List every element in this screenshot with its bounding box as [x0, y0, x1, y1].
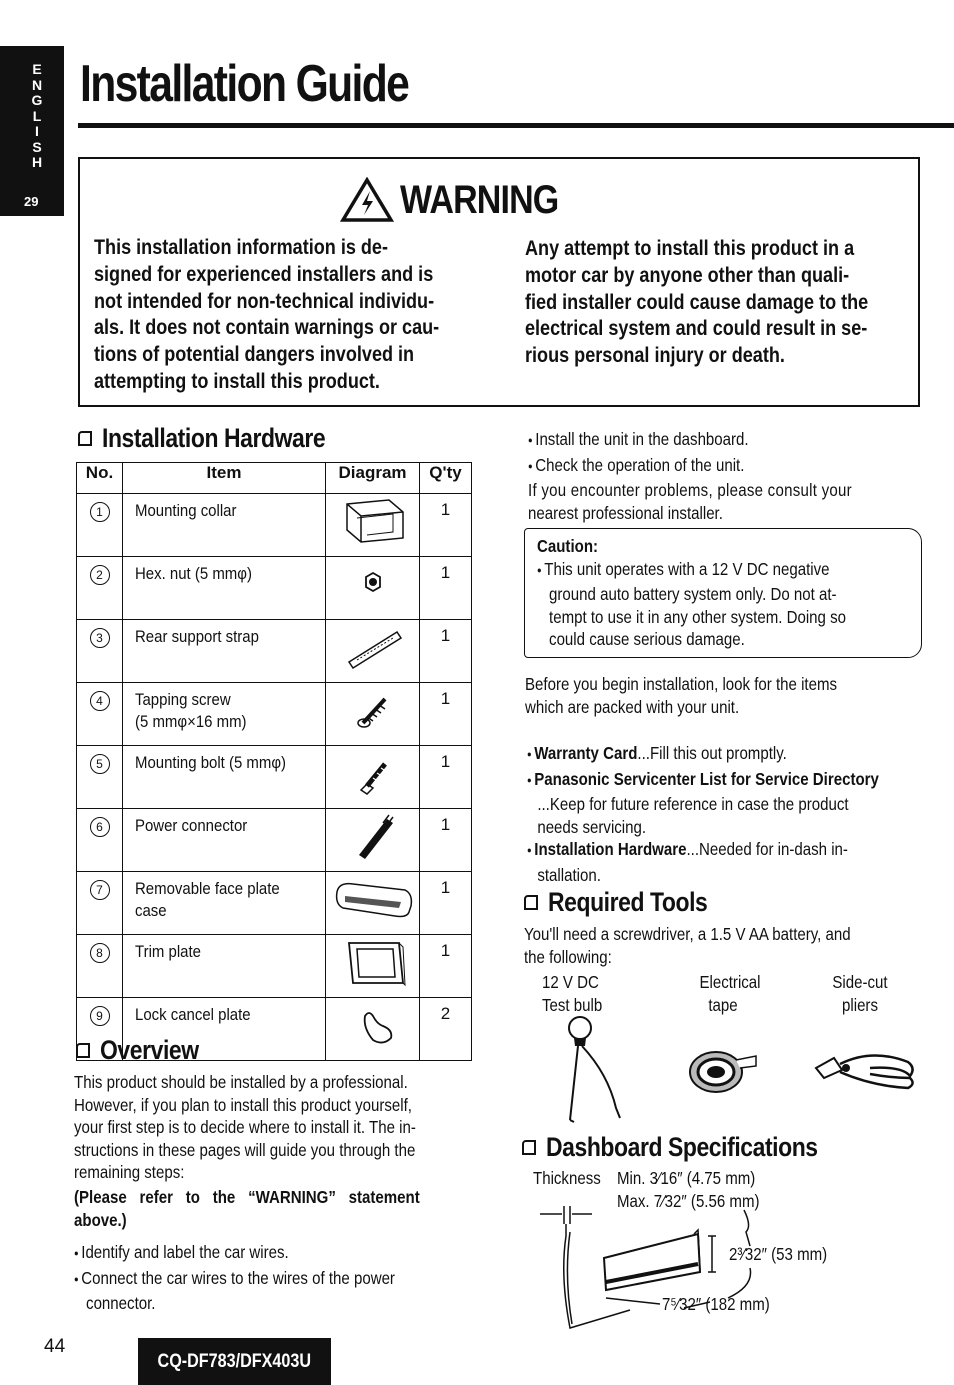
warning-heading — [340, 178, 586, 222]
row-number: 8 — [90, 943, 110, 963]
item-name: Mounting collar — [135, 501, 237, 520]
col-no: No. — [77, 463, 123, 494]
overview-note: (Please refer to the “WARNING” statement above.) — [74, 1187, 420, 1230]
table-row — [77, 809, 472, 872]
col-diagram: Diagram — [326, 463, 420, 494]
item-name: Rear support strap — [135, 627, 259, 646]
caution-title: Caution: — [537, 536, 599, 556]
row-number: 3 — [90, 628, 110, 648]
col-item: Item — [123, 463, 326, 494]
warning-word: WARNING — [400, 177, 559, 222]
thickness-values: Min. 3⁄16″ (4.75 mm) Max. 7⁄32″ (5.56 mm) — [617, 1168, 760, 1211]
mounting-bolt-icon — [333, 746, 413, 798]
trim-plate-icon — [333, 935, 413, 987]
table-row — [77, 620, 472, 683]
item-name: Power connector — [135, 816, 248, 835]
item-qty: 2 — [420, 998, 472, 1061]
list-item: ● Check the operation of the unit. — [528, 454, 872, 480]
item-qty: 1 — [420, 746, 472, 809]
tool-label-bulb: 12 V DC Test bulb — [542, 972, 603, 1015]
tapping-screw-icon — [333, 683, 413, 735]
item-name: Trim plate — [135, 942, 201, 961]
warning-text-right: Any attempt to install this product in a motor car by anyone other than quali- fied installer could cause damage to the electrical system and could result in se- rious personal injury or death. — [525, 237, 869, 368]
item-qty: 1 — [420, 809, 472, 872]
checkbox-bullet-icon — [76, 1043, 90, 1058]
item-qty: 1 — [420, 683, 472, 746]
item-name: Removable face plate — [135, 879, 280, 898]
tool-label-pliers: Side-cut pliers — [832, 972, 888, 1015]
power-connector-icon — [333, 809, 413, 861]
table-row — [77, 746, 472, 809]
item-name-detail: case — [135, 901, 167, 920]
item-qty: 1 — [420, 557, 472, 620]
caution-text: Caution: ● This unit operates with a 12 V DC negative ground auto battery system only. Do not at- tempt to use it in any other system. Doing so could cause serious damage. — [537, 535, 954, 651]
electrical-tape-icon — [686, 1046, 758, 1098]
col-qty: Q'ty — [420, 463, 472, 494]
overview-text: This product should be installed by a professional. However, if you plan to install this product yourself, your first step is to decide where to install it. The in- structions in these pages will guide you through the remaining steps: — [74, 1072, 416, 1183]
list-item: ● Installation Hardware...Needed for in-dash in- — [527, 838, 931, 864]
hardware-heading: Installation Hardware — [78, 423, 365, 454]
item-name: Mounting bolt (5 mmφ) — [135, 753, 287, 772]
item-name: Hex. nut (5 mmφ) — [135, 564, 252, 583]
dashboard-opening-diagram — [540, 1206, 790, 1336]
table-row — [77, 683, 472, 746]
opening-height-label: 2³⁄32″ (53 mm) — [729, 1244, 828, 1264]
item-name-detail: (5 mmφ×16 mm) — [135, 712, 247, 731]
before-text: Before you begin installation, look for the items which are packed with your unit. — [525, 674, 838, 717]
row-number: 4 — [90, 691, 110, 711]
section-page-number: 29 — [24, 194, 39, 209]
item-name: Lock cancel plate — [135, 1005, 251, 1024]
row-number: 5 — [90, 754, 110, 774]
page-title: Installation Guide — [80, 55, 409, 113]
checkbox-bullet-icon — [522, 1140, 536, 1155]
mounting-collar-icon — [333, 494, 413, 546]
overview-heading: Overview — [76, 1035, 216, 1066]
support-strap-icon — [333, 620, 413, 672]
checkbox-bullet-icon — [524, 895, 538, 910]
steps-list: ● Install the unit in the dashboard. ● Check the operation of the unit. If you encounter problems, please consult your nearest professional installer. — [528, 428, 928, 524]
hex-nut-icon — [333, 557, 413, 609]
row-number: 2 — [90, 565, 110, 585]
page-number: 44 — [44, 1336, 66, 1357]
row-number: 1 — [90, 502, 110, 522]
list-item: ● Warranty Card...Fill this out promptly. — [527, 742, 931, 768]
item-name: Tapping screw — [135, 690, 231, 709]
tools-text: You'll need a screwdriver, a 1.5 V AA battery, and the following: — [524, 924, 851, 967]
lock-cancel-plate-icon — [333, 998, 413, 1050]
item-qty: 1 — [420, 620, 472, 683]
table-row — [77, 557, 472, 620]
row-number: 9 — [90, 1006, 110, 1026]
table-row — [77, 935, 472, 998]
electric-warning-icon — [340, 177, 394, 223]
item-qty: 1 — [420, 494, 472, 557]
language-tab — [0, 46, 64, 216]
list-item: ● Connect the car wires to the wires of the power — [74, 1267, 418, 1293]
hardware-table — [76, 462, 472, 1061]
table-row — [77, 494, 472, 557]
test-bulb-icon — [560, 1014, 630, 1126]
list-item: ● Panasonic Servicenter List for Service Directory — [527, 768, 931, 794]
warning-text-left: This installation information is de- signed for experienced installers and is not intended for non-technical individu- als. It does not contain warnings or cau- tions of potential dangers involved in attempting to install this product. — [94, 236, 440, 393]
thickness-label: Thickness — [533, 1168, 601, 1188]
overview-bullets: ● Identify and label the car wires. ● Connect the car wires to the wires of the power connector. — [74, 1241, 474, 1315]
title-rule — [78, 123, 954, 128]
language-letters: E N G L I S H — [31, 61, 43, 170]
item-qty: 1 — [420, 872, 472, 935]
model-badge: CQ-DF783/DFX403U — [138, 1338, 331, 1385]
dashboard-heading: Dashboard Specifications — [522, 1132, 866, 1163]
face-plate-case-icon — [329, 872, 417, 924]
row-number: 6 — [90, 817, 110, 837]
tool-label-tape: Electrical tape — [699, 972, 761, 1015]
item-qty: 1 — [420, 935, 472, 998]
row-number: 7 — [90, 880, 110, 900]
list-item: ● Install the unit in the dashboard. — [528, 428, 872, 454]
opening-width-label: 7⁵⁄32″ (182 mm) — [662, 1294, 770, 1314]
checkbox-bullet-icon — [78, 431, 92, 446]
table-header-row — [77, 463, 472, 494]
tools-heading: Required Tools — [524, 887, 736, 918]
packed-items-list: ● Warranty Card...Fill this out promptly. ● Panasonic Servicenter List for Service Directory ...Keep for future reference in case the product needs servicing. ● Installation Hardware...Needed for in-dash in- stallation. — [527, 742, 954, 887]
list-item: ● Identify and label the car wires. — [74, 1241, 418, 1267]
side-cut-pliers-icon — [812, 1044, 920, 1100]
table-row — [77, 872, 472, 935]
